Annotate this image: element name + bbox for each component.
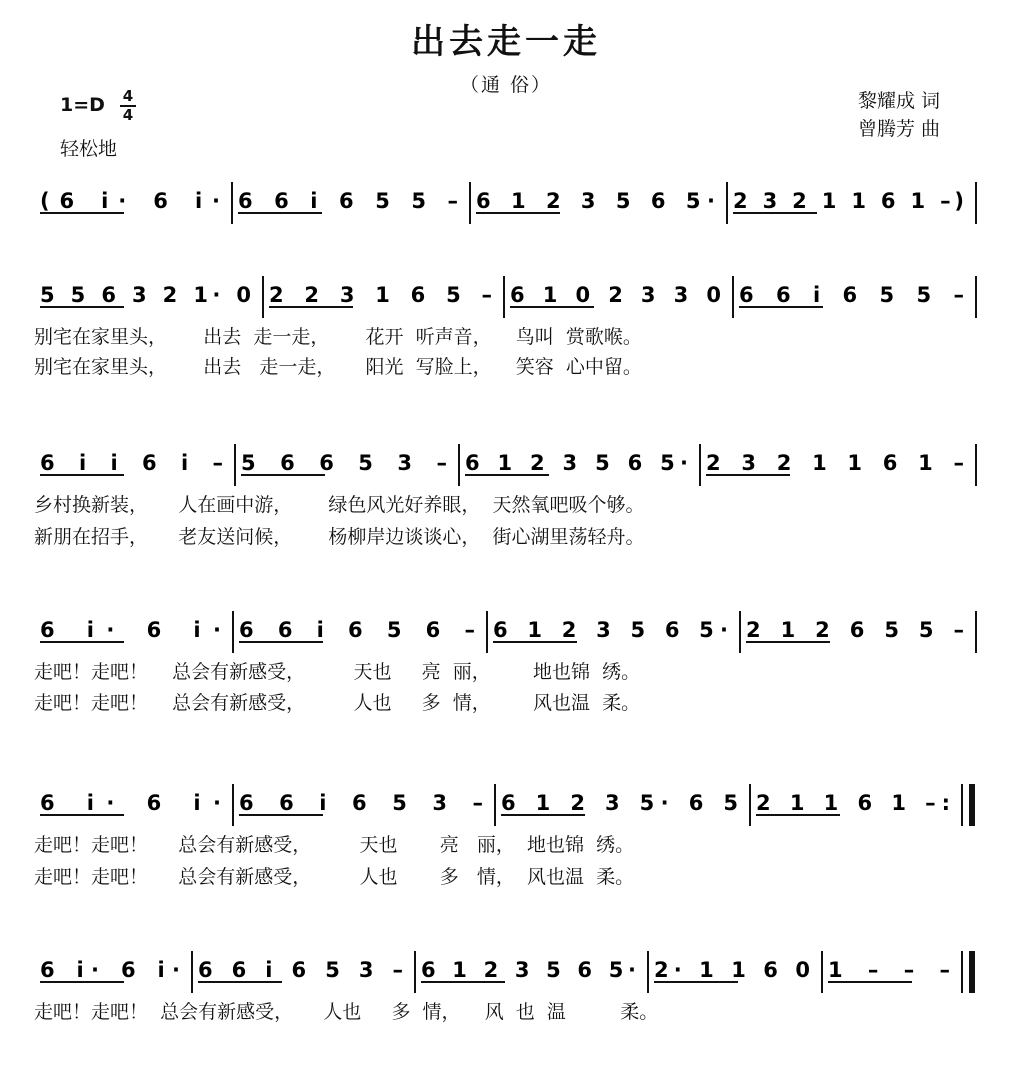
song-title: 出去走一走 — [411, 22, 601, 62]
measure: 2 1 1 6 1 –: — [756, 791, 950, 815]
lyric-line: 走吧！走吧！ 总会有新感受， 人也 多 情， 风 也 温 柔。 — [34, 1001, 659, 1023]
measure: 6 1 0 2 3 3 0 — [510, 283, 721, 307]
measure: 2 2 3 1 6 5 – — [269, 283, 492, 307]
lyricist-credit: 黎耀成 词 — [858, 90, 941, 112]
measure: 6 6 i 6 5 3 – — [198, 958, 403, 982]
measure: 6 6 i 6 5 5 – — [238, 189, 458, 213]
measure: 2· 1 1 6 0 — [654, 958, 810, 982]
measure: 6 i i 6 i – — [40, 451, 223, 475]
key-signature: 1=D — [60, 94, 105, 116]
measure: 6 1 2 3 5 6 5· — [465, 451, 688, 475]
measure: 1 – – – — [828, 958, 950, 982]
measure: 5 5 6 3 2 1· 0 — [40, 283, 251, 307]
genre-subtitle: （通 俗） — [459, 74, 553, 96]
lyric-line: 走吧！走吧！ 总会有新感受， 天也 亮 丽， 地也锦 绣。 — [34, 834, 635, 856]
lyric-line: 别宅在家里头， 出去 走一走， 花开 听声音， 鸟叫 赏歌喉。 — [34, 326, 642, 348]
composer-credit: 曾腾芳 曲 — [858, 118, 941, 140]
measure: 6 i· 6 i· — [40, 618, 221, 642]
lyric-line: 走吧！走吧！ 总会有新感受， 人也 多 情， 风也温 柔。 — [34, 692, 641, 714]
measure: 6 6 i 6 5 5 – — [739, 283, 964, 307]
measure: (6 i· 6 i· — [40, 189, 220, 213]
measure: 2 1 2 6 5 5 – — [746, 618, 964, 642]
measure: 6 6 i 6 5 3 – — [239, 791, 483, 815]
lyric-line: 乡村换新装， 人在画中游， 绿色风光好养眼， 天然氧吧吸个够。 — [34, 494, 645, 516]
lyric-line: 走吧！走吧！ 总会有新感受， 人也 多 情， 风也温 柔。 — [34, 866, 635, 888]
final-barline — [969, 784, 975, 826]
measure: 6 1 2 3 5 6 5· — [493, 618, 728, 642]
measure: 6 1 2 3 5 6 5· — [476, 189, 715, 213]
lyric-line: 走吧！走吧！ 总会有新感受， 天也 亮 丽， 地也锦 绣。 — [34, 661, 641, 683]
measure: 6 i· 6 i· — [40, 958, 180, 982]
tempo-marking: 轻松地 — [60, 138, 118, 160]
measure: 6 6 i 6 5 6 – — [239, 618, 475, 642]
measure: 6 1 2 3 5 6 5· — [421, 958, 636, 982]
lyric-line: 新朋在招手， 老友送问候， 杨柳岸边谈谈心， 街心湖里荡轻舟。 — [34, 526, 645, 548]
measure: 2 3 2 1 1 6 1 – — [706, 451, 964, 475]
lyric-line: 别宅在家里头， 出去 走一走， 阳光 写脸上， 笑容 心中留。 — [34, 356, 642, 378]
measure: 5 6 6 5 3 – — [241, 451, 447, 475]
measure: 2 3 2 1 1 6 1 –) — [733, 189, 964, 213]
measure: 6 i· 6 i· — [40, 791, 221, 815]
time-bottom: 4 — [122, 106, 134, 124]
time-top: 4 — [122, 87, 134, 105]
measure: 6 1 2 3 5· 6 5 — [501, 791, 738, 815]
time-signature — [120, 89, 136, 123]
notation-line — [0, 178, 1012, 238]
final-barline — [969, 951, 975, 993]
